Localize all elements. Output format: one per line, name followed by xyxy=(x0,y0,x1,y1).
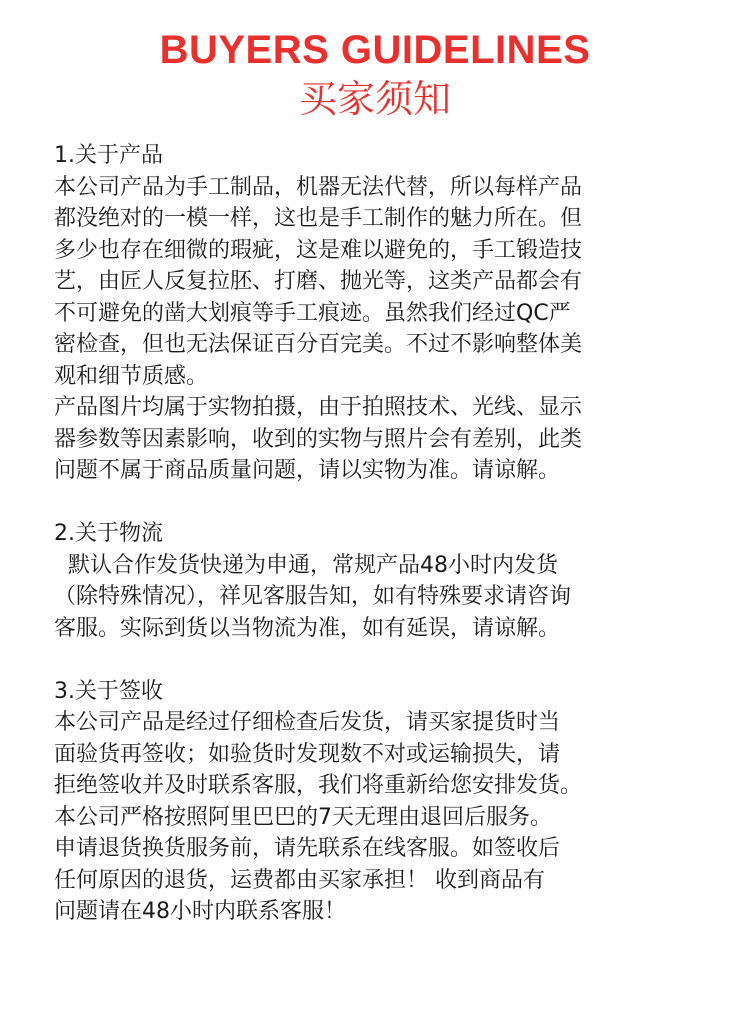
section-receipt xyxy=(54,676,704,928)
paragraph-line: （除特殊情况），祥见客服告知，如有特殊要求请咨询 xyxy=(54,584,572,609)
paragraph-line: 问题不属于商品质量问题，请以实物为准。请谅解。 xyxy=(54,458,561,483)
paragraph-line: 默认合作发货快递为申通，常规产品48小时内发货 xyxy=(54,552,558,578)
title-chinese: 买家须知 xyxy=(298,77,451,121)
section-heading: 2.关于物流 xyxy=(54,521,163,546)
section-spacer xyxy=(54,487,704,519)
paragraph-line: 本公司严格按照阿里巴巴的7天无理由退回后服务。 xyxy=(54,804,552,830)
section-products xyxy=(54,140,704,487)
paragraph-line: 艺，由匠人反复拉胚、打磨、抛光等，这类产品都会有 xyxy=(54,269,583,294)
section-heading: 1.关于产品 xyxy=(54,143,163,168)
paragraph-line: 任何原因的退货，运费都由买家承担！ 收到商品有 xyxy=(54,867,545,893)
section-spacer xyxy=(54,644,704,676)
section-heading: 3.关于签收 xyxy=(54,678,163,704)
paragraph-line: 客服。实际到货以当物流为准，如有延误，请谅解。 xyxy=(54,615,561,641)
paragraph-line: 多少也存在细微的瑕疵，这是难以避免的，手工锻造技 xyxy=(54,237,583,263)
paragraph-line: 拒绝签收并及时联系客服，我们将重新给您安排发货。 xyxy=(54,773,583,798)
paragraph-line: 不可避免的凿大划痕等手工痕迹。虽然我们经过QC严 xyxy=(54,300,571,326)
page-header xyxy=(0,28,750,124)
paragraph-line: 本公司产品为手工制品，机器无法代替，所以每样产品 xyxy=(54,174,583,200)
title-english: BUYERS GUIDELINES xyxy=(159,28,591,72)
section-logistics xyxy=(54,518,704,644)
paragraph-line: 产品图片均属于实物拍摄，由于拍照技术、光线、显示 xyxy=(54,395,583,420)
paragraph-line: 申请退货换货服务前，请先联系在线客服。如签收后 xyxy=(54,836,561,861)
paragraph-line: 器参数等因素影响，收到的实物与照片会有差别，此类 xyxy=(54,426,583,452)
paragraph-line: 面验货再签收；如验货时发现数不对或运输损失，请 xyxy=(54,741,561,767)
guidelines-content xyxy=(54,140,704,928)
paragraph-line: 密检查，但也无法保证百分百完美。不过不影响整体美 xyxy=(54,332,583,357)
paragraph-line: 本公司产品是经过仔细检查后发货，请买家提货时当 xyxy=(54,710,561,735)
paragraph-line: 问题请在48小时内联系客服！ xyxy=(54,899,346,924)
paragraph-line: 都没绝对的一模一样，这也是手工制作的魅力所在。但 xyxy=(54,206,583,231)
paragraph-line: 观和细节质感。 xyxy=(54,363,209,389)
